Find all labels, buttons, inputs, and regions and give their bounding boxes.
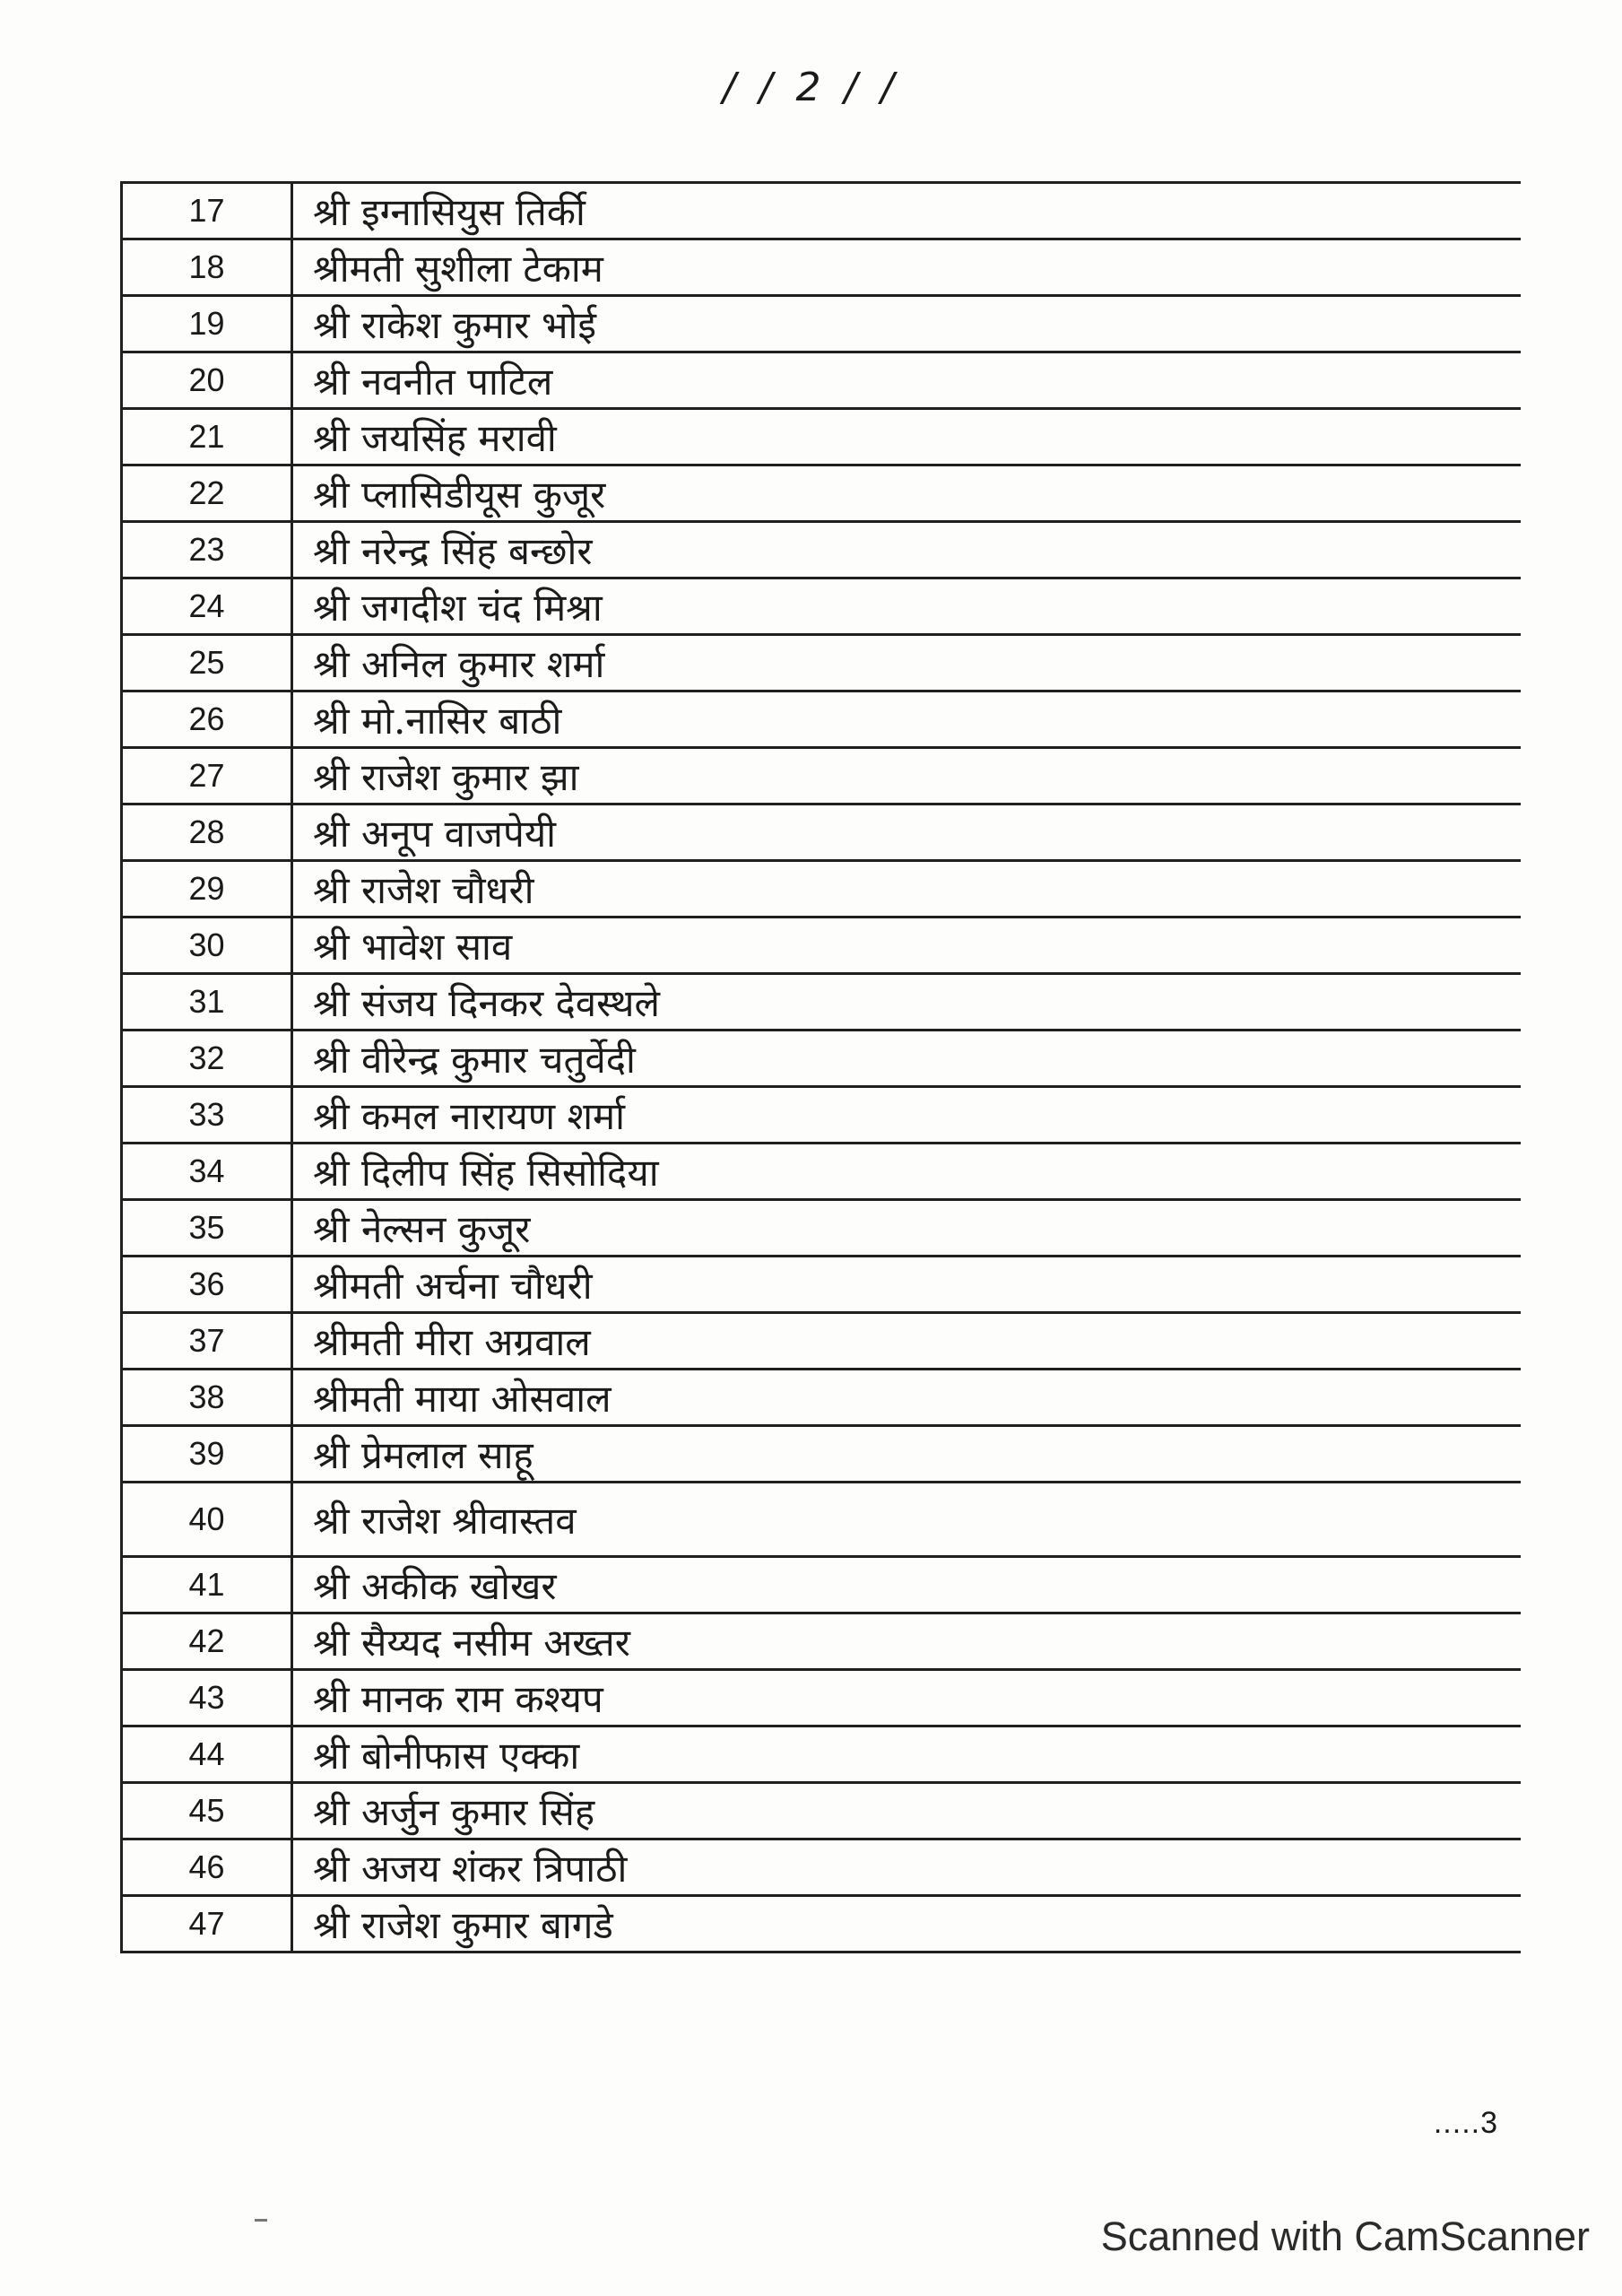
- name-cell: श्री दिलीप सिंह सिसोदिया: [292, 1144, 1521, 1200]
- name-cell: श्री प्रेमलाल साहू: [292, 1426, 1521, 1483]
- table-row: [122, 748, 1521, 804]
- name-cell: श्री अकीक खोखर: [292, 1557, 1521, 1613]
- serial-number-cell: 21: [122, 409, 292, 465]
- name-cell: श्री राजेश श्रीवास्तव: [292, 1483, 1521, 1557]
- table-row: [122, 691, 1521, 748]
- serial-number-cell: 28: [122, 804, 292, 861]
- serial-number-cell: 46: [122, 1839, 292, 1896]
- name-cell: श्री अर्जुन कुमार सिंह: [292, 1783, 1521, 1839]
- name-cell: श्री अनिल कुमार शर्मा: [292, 635, 1521, 691]
- table-row: [122, 1144, 1521, 1200]
- serial-number-cell: 34: [122, 1144, 292, 1200]
- table-row: [122, 1313, 1521, 1370]
- name-cell: श्री राकेश कुमार भोई: [292, 296, 1521, 352]
- names-table-wrapper: [120, 181, 1519, 1953]
- serial-number-cell: 26: [122, 691, 292, 748]
- table-row: [122, 974, 1521, 1031]
- name-cell: श्री अजय शंकर त्रिपाठी: [292, 1839, 1521, 1896]
- table-row: [122, 409, 1521, 465]
- serial-number-cell: 44: [122, 1726, 292, 1783]
- table-row: [122, 352, 1521, 409]
- table-row: [122, 635, 1521, 691]
- serial-number-cell: 25: [122, 635, 292, 691]
- table-row: [122, 465, 1521, 522]
- serial-number-cell: 23: [122, 522, 292, 578]
- serial-number-cell: 18: [122, 239, 292, 296]
- name-cell: श्रीमती सुशीला टेकाम: [292, 239, 1521, 296]
- serial-number-cell: 36: [122, 1257, 292, 1313]
- name-cell: श्री इग्नासियुस तिर्की: [292, 183, 1521, 239]
- serial-number-cell: 30: [122, 918, 292, 974]
- serial-number-cell: 35: [122, 1200, 292, 1257]
- serial-number-cell: 32: [122, 1031, 292, 1087]
- name-cell: श्री राजेश कुमार झा: [292, 748, 1521, 804]
- table-row: [122, 1613, 1521, 1670]
- table-row: [122, 1370, 1521, 1426]
- serial-number-cell: 17: [122, 183, 292, 239]
- name-cell: श्री नरेन्द्र सिंह बन्छोर: [292, 522, 1521, 578]
- table-row: [122, 1426, 1521, 1483]
- name-cell: श्री प्लासिडीयूस कुजूर: [292, 465, 1521, 522]
- name-cell: श्री राजेश कुमार बागडे: [292, 1896, 1521, 1952]
- serial-number-cell: 31: [122, 974, 292, 1031]
- serial-number-cell: 38: [122, 1370, 292, 1426]
- serial-number-cell: 37: [122, 1313, 292, 1370]
- name-cell: श्री जयसिंह मरावी: [292, 409, 1521, 465]
- serial-number-cell: 43: [122, 1670, 292, 1726]
- table-row: [122, 1839, 1521, 1896]
- serial-number-cell: 24: [122, 578, 292, 635]
- name-cell: श्री मो.नासिर बाठी: [292, 691, 1521, 748]
- table-row: [122, 1670, 1521, 1726]
- table-row: [122, 1726, 1521, 1783]
- serial-number-cell: 39: [122, 1426, 292, 1483]
- table-row: [122, 861, 1521, 918]
- name-cell: श्री बोनीफास एक्का: [292, 1726, 1521, 1783]
- name-cell: श्री संजय दिनकर देवस्थले: [292, 974, 1521, 1031]
- table-row: [122, 1783, 1521, 1839]
- names-table: [120, 181, 1521, 1953]
- serial-number-cell: 45: [122, 1783, 292, 1839]
- serial-number-cell: 42: [122, 1613, 292, 1670]
- table-row: [122, 1087, 1521, 1144]
- camscanner-watermark: Scanned with CamScanner: [1100, 2213, 1590, 2259]
- serial-number-cell: 29: [122, 861, 292, 918]
- table-row: [122, 239, 1521, 296]
- name-cell: श्री सैय्यद नसीम अख्तर: [292, 1613, 1521, 1670]
- serial-number-cell: 19: [122, 296, 292, 352]
- table-row: [122, 183, 1521, 239]
- name-cell: श्री नवनीत पाटिल: [292, 352, 1521, 409]
- table-row: [122, 1557, 1521, 1613]
- serial-number-cell: 33: [122, 1087, 292, 1144]
- scan-speck: [255, 2219, 267, 2222]
- table-row: [122, 522, 1521, 578]
- table-row: [122, 578, 1521, 635]
- name-cell: श्रीमती अर्चना चौधरी: [292, 1257, 1521, 1313]
- name-cell: श्री अनूप वाजपेयी: [292, 804, 1521, 861]
- serial-number-cell: 20: [122, 352, 292, 409]
- table-row: [122, 804, 1521, 861]
- serial-number-cell: 27: [122, 748, 292, 804]
- table-row: [122, 1896, 1521, 1952]
- serial-number-cell: 47: [122, 1896, 292, 1952]
- name-cell: श्री राजेश चौधरी: [292, 861, 1521, 918]
- serial-number-cell: 22: [122, 465, 292, 522]
- table-row: [122, 1031, 1521, 1087]
- name-cell: श्री वीरेन्द्र कुमार चतुर्वेदी: [292, 1031, 1521, 1087]
- name-cell: श्री जगदीश चंद मिश्रा: [292, 578, 1521, 635]
- name-cell: श्री कमल नारायण शर्मा: [292, 1087, 1521, 1144]
- name-cell: श्री मानक राम कश्यप: [292, 1670, 1521, 1726]
- table-row: [122, 1483, 1521, 1557]
- table-row: [122, 918, 1521, 974]
- continued-marker: .....3: [1433, 2106, 1498, 2140]
- serial-number-cell: 40: [122, 1483, 292, 1557]
- name-cell: श्री भावेश साव: [292, 918, 1521, 974]
- table-row: [122, 1257, 1521, 1313]
- name-cell: श्रीमती मीरा अग्रवाल: [292, 1313, 1521, 1370]
- page-number: / / 2 / /: [722, 65, 900, 110]
- table-row: [122, 296, 1521, 352]
- serial-number-cell: 41: [122, 1557, 292, 1613]
- names-table-body: [122, 183, 1521, 1952]
- name-cell: श्री नेल्सन कुजूर: [292, 1200, 1521, 1257]
- table-row: [122, 1200, 1521, 1257]
- name-cell: श्रीमती माया ओसवाल: [292, 1370, 1521, 1426]
